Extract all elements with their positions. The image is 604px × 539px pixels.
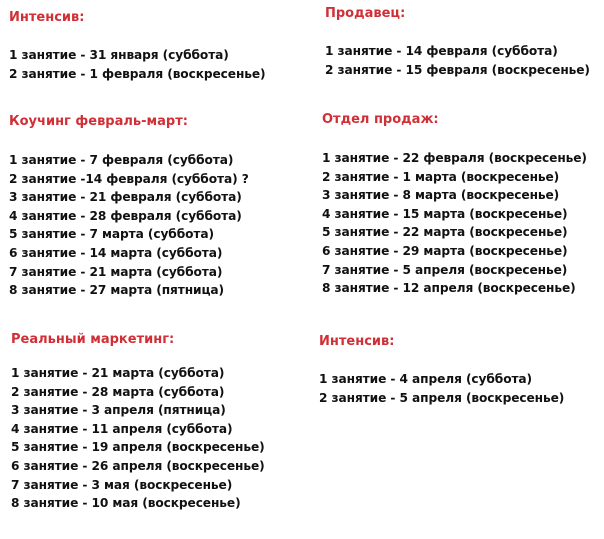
session-line: 1 занятие - 31 января (суббота): [9, 48, 229, 62]
session-line: 2 занятие - 1 марта (воскресенье): [322, 169, 560, 184]
session-line: 1 занятие - 4 апреля (суббота): [319, 372, 533, 386]
section-intensive-1: [9, 10, 266, 83]
session-line: 3 занятие - 8 марта (воскресенье): [322, 188, 560, 203]
session-line: 3 занятие - 21 февраля (суббота): [9, 190, 242, 205]
session-line: 5 занятие - 22 марта (воскресенье): [322, 225, 568, 240]
section-heading: Интенсив:: [9, 10, 85, 25]
section-heading: Интенсив:: [319, 334, 395, 349]
session-line: 1 занятие - 22 февраля (воскресенье): [322, 151, 587, 165]
session-line: 2 занятие - 5 апреля (воскресенье): [319, 390, 565, 405]
section-heading: Коучинг февраль-март:: [9, 114, 188, 129]
section-real-marketing: [11, 332, 265, 513]
session-line: 6 занятие - 29 марта (воскресенье): [322, 243, 568, 258]
session-list: [9, 46, 266, 83]
session-line: 4 занятие - 28 февраля (суббота): [9, 208, 242, 223]
session-line: 1 занятие - 14 февраля (суббота): [325, 44, 558, 58]
section-sales-department: [322, 112, 587, 298]
section-heading: Реальный маркетинг:: [11, 332, 175, 347]
session-line: 1 занятие - 21 марта (суббота): [11, 366, 225, 380]
session-line: 7 занятие - 5 апреля (воскресенье): [322, 262, 568, 277]
session-line: 2 занятие - 1 февраля (воскресенье): [9, 66, 266, 81]
session-line: 2 занятие -14 февраля (суббота) ?: [9, 171, 249, 186]
session-line: 8 занятие - 12 апреля (воскресенье): [322, 281, 576, 296]
session-line: 1 занятие - 7 февраля (суббота): [9, 153, 234, 167]
session-line: 6 занятие - 26 апреля (воскресенье): [11, 458, 265, 473]
session-line: 5 занятие - 7 марта (суббота): [9, 227, 214, 242]
session-list: [322, 149, 587, 298]
session-line: 4 занятие - 11 апреля (суббота): [11, 421, 233, 436]
session-line: 2 занятие - 28 марта (суббота): [11, 384, 225, 399]
session-line: 4 занятие - 15 марта (воскресенье): [322, 206, 568, 221]
session-line: 7 занятие - 21 марта (суббота): [9, 264, 223, 279]
section-heading: Продавец:: [325, 6, 406, 21]
session-line: 7 занятие - 3 мая (воскресенье): [11, 477, 233, 492]
session-list: [325, 42, 590, 79]
session-line: 2 занятие - 15 февраля (воскресенье): [325, 62, 590, 77]
session-line: 3 занятие - 3 апреля (пятница): [11, 403, 226, 418]
session-line: 6 занятие - 14 марта (суббота): [9, 245, 223, 260]
section-intensive-2: [319, 334, 564, 407]
session-line: 5 занятие - 19 апреля (воскресенье): [11, 440, 265, 455]
section-heading: Отдел продаж:: [322, 112, 439, 127]
session-line: 8 занятие - 27 марта (пятница): [9, 283, 225, 298]
session-line: 8 занятие - 10 мая (воскресенье): [11, 496, 241, 511]
session-list: [11, 364, 265, 513]
session-list: [9, 151, 249, 300]
section-coaching: [9, 114, 249, 300]
section-seller: [325, 6, 590, 79]
session-list: [319, 370, 564, 407]
